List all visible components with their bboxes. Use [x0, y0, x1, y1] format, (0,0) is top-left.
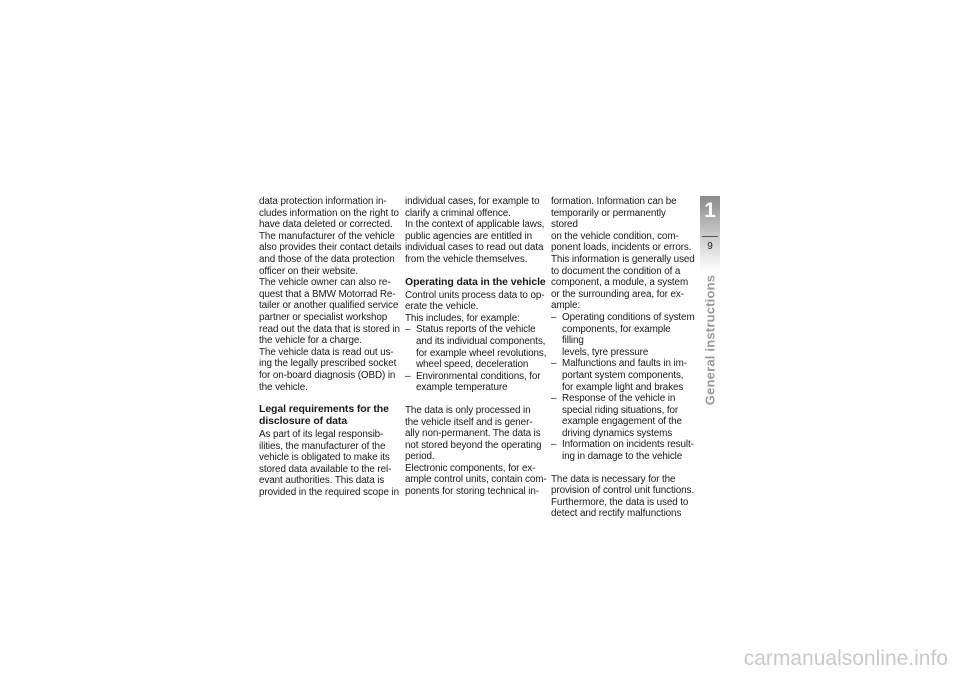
section-heading-operating-data: Operating data in the vehicle — [405, 275, 546, 288]
watermark: carmanualsonline.info — [743, 647, 948, 670]
paragraph: In the context of applicable laws, public agencies are entitled in individual cases to read out data from the vehicle themselves. — [405, 219, 545, 265]
paragraph: Furthermore, the data is used to detect and rectify malfunctions — [551, 496, 689, 520]
paragraph: The data is only processed in the vehicle itself and is gener- ally non-permanent. The data is not stored beyond the operating period. — [405, 404, 542, 463]
tab-divider — [702, 236, 718, 237]
paragraph: Electronic components, for ex- ample control units, contain com- ponents for storing technical in- — [405, 462, 547, 498]
paragraph: This information is generally used to document the condition of a component, a module, a system or the surrounding area, for ex- ample: — [551, 253, 695, 312]
text-column-3 — [551, 196, 695, 520]
bullet-list — [551, 312, 695, 463]
text-column-2 — [405, 196, 549, 498]
list-item: – Status reports of the vehicle and its individual components, for example wheel revolutions, wheel speed, deceleration — [405, 324, 549, 370]
paragraph: The data is necessary for the provision of control unit functions. — [551, 473, 694, 497]
text-column-1 — [259, 196, 403, 499]
paragraph: Control units process data to op- erate the vehicle. — [405, 289, 545, 313]
paragraph: This includes, for example: — [405, 312, 520, 324]
paragraph: data protection information in- cludes information on the right to have data deleted or corrected. The manufacturer of the vehicle also provides their contact details and those of the data protection officer on their website. — [259, 196, 402, 277]
list-item: – Operating conditions of system components, for example filling levels, tyre pressure — [551, 312, 695, 358]
paragraph: formation. Information can be temporarily or permanently stored on the vehicle condition, com- ponent loads, incidents or errors. — [551, 196, 692, 254]
section-heading-legal-requirements: Legal requirements for the disclosure of data — [259, 403, 389, 428]
paragraph: As part of its legal responsib- ilities, the manufacturer of the vehicle is obligated to make its stored data available to the rel- evant authorities. This data is provided in the required scope in — [259, 429, 399, 499]
paragraph: The vehicle data is read out us- ing the legally prescribed socket for on-board diagnosis (OBD) in the vehicle. — [259, 346, 397, 393]
page-number: 9 — [707, 241, 713, 252]
list-item: – Information on incidents result- ing in damage to the vehicle — [551, 439, 695, 462]
paragraph: individual cases, for example to clarify a criminal offence. — [405, 196, 540, 219]
list-item: – Response of the vehicle in special riding situations, for example engagement of the driving dynamics systems — [551, 393, 695, 439]
bullet-list — [405, 324, 549, 394]
paragraph: The vehicle owner can also re- quest that a BMW Motorrad Re- tailer or another qualified service partner or specialist workshop read out the data that is stored in the vehicle for a charge. — [259, 277, 400, 347]
section-title: General instructions — [702, 274, 718, 406]
list-item: – Environmental conditions, for example temperature — [405, 371, 549, 394]
list-item: – Malfunctions and faults in im- portant system components, for example light and brakes — [551, 358, 695, 393]
chapter-number: 1 — [704, 199, 716, 222]
